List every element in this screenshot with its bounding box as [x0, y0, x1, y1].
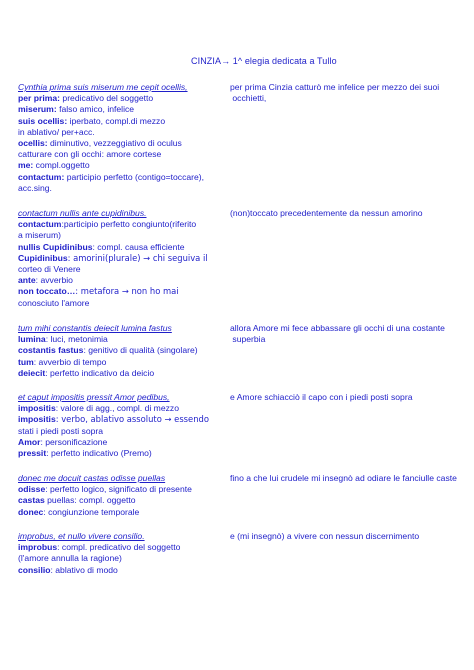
- note-line: [18, 345, 223, 356]
- note-text: : ablativo di modo: [50, 564, 118, 575]
- note-line: [18, 104, 223, 115]
- section-notes: [18, 323, 223, 379]
- note-line: [18, 149, 223, 160]
- note-text: in ablativo/ per+acc.: [18, 126, 95, 137]
- note-text: puellas: compl. oggetto: [44, 495, 136, 506]
- note-line: [18, 437, 223, 448]
- note-term: impositis: [18, 403, 56, 414]
- note-line: [18, 230, 223, 241]
- note-line: [18, 553, 223, 564]
- note-line: [18, 298, 223, 309]
- note-line: [18, 275, 223, 286]
- note-term: per prima:: [18, 93, 61, 104]
- note-text: (l'amore annulla la ragione): [18, 553, 122, 564]
- note-line: [18, 253, 223, 264]
- note-text: : compl. predicativo del soggetto: [57, 542, 181, 553]
- note-line: [18, 426, 223, 437]
- note-text: : perfetto indicativo da deicio: [45, 367, 155, 378]
- note-term: non toccato…: [18, 286, 76, 297]
- note-line: [18, 368, 223, 379]
- latin-verse: contactum nullis ante cupidinibus.: [18, 208, 147, 218]
- note-term: odisse: [18, 484, 46, 495]
- note-line: [18, 565, 223, 576]
- note-term: contactum:: [18, 171, 65, 182]
- note-term: nullis Cupidinibus: [18, 241, 93, 252]
- note-text: corteo di Venere: [18, 264, 81, 275]
- note-line: [18, 414, 223, 425]
- section-notes: [18, 82, 223, 194]
- note-text: participio perfetto (contigo=toccare),: [64, 171, 205, 182]
- note-text: : avverbio: [35, 275, 73, 286]
- note-line: [18, 93, 223, 104]
- note-text: falso amico, infelice: [56, 104, 135, 115]
- note-line: [18, 116, 223, 127]
- note-text: iperbato, compl.di mezzo: [67, 115, 166, 126]
- italian-translation: allora Amore mi fece abbassare gli occhi di una costante superbia: [230, 323, 445, 345]
- note-text: : metafora → non ho mai: [75, 286, 179, 297]
- note-text: a miserum): [18, 230, 61, 241]
- italian-translation: e Amore schiacciò il capo con i piedi posti sopra: [230, 392, 413, 402]
- note-term: me:: [18, 160, 34, 171]
- note-line: [18, 448, 223, 459]
- note-line: [18, 286, 223, 297]
- section-notes: [18, 531, 223, 576]
- document-title: CINZIA→ 1^ elegia dedicata a Tullo: [191, 56, 337, 66]
- note-line: [18, 138, 223, 149]
- note-text: stati i piedi posti sopra: [18, 425, 104, 436]
- note-line: [18, 495, 223, 506]
- note-line: [18, 507, 223, 518]
- note-text: : compl. causa efficiente: [92, 241, 185, 252]
- note-text: : verbo, ablativo assoluto → essendo: [55, 414, 209, 425]
- note-line: [18, 542, 223, 553]
- note-term: ocellis:: [18, 138, 48, 149]
- note-line: [18, 334, 223, 345]
- note-text: : perfetto indicativo (Premo): [46, 448, 152, 459]
- italian-translation: (non)toccato precedentemente da nessun amorino: [230, 208, 423, 218]
- note-line: [18, 242, 223, 253]
- note-line: [18, 219, 223, 230]
- note-term: Cupidinibus: [18, 252, 68, 263]
- note-text: : congiunzione temporale: [43, 506, 140, 517]
- note-term: Amor: [18, 436, 41, 447]
- note-text: catturare con gli occhi: amore cortese: [18, 149, 162, 160]
- section-notes: [18, 392, 223, 459]
- latin-verse: tum mihi constantis deiecit lumina fastus: [18, 323, 172, 333]
- note-text: predicativo del soggetto: [60, 93, 154, 104]
- note-term: deiecit: [18, 367, 46, 378]
- section-notes: [18, 473, 223, 518]
- note-text: : amorini(plurale) → chi seguiva il: [67, 252, 208, 263]
- latin-verse: Cynthia prima suis miserum me cepit ocellis,: [18, 82, 188, 92]
- latin-verse: improbus, et nullo vivere consilio.: [18, 531, 145, 541]
- note-line: [18, 484, 223, 495]
- note-text: : perfetto logico, significato di presente: [45, 484, 192, 495]
- note-line: [18, 183, 223, 194]
- note-term: consilio: [18, 564, 51, 575]
- note-line: [18, 357, 223, 368]
- note-text: : personificazione: [40, 436, 108, 447]
- italian-translation: e (mi insegnò) a vivere con nessun discernimento: [230, 531, 420, 541]
- italian-translation: per prima Cinzia catturò me infelice per mezzo dei suoi occhietti,: [230, 82, 440, 104]
- latin-verse: donec me docuit castas odisse puellas: [18, 473, 166, 483]
- note-text: : genitivo di qualità (singolare): [83, 345, 198, 356]
- note-term: costantis fastus: [18, 345, 84, 356]
- section-notes: [18, 208, 223, 309]
- note-term: impositis: [18, 414, 56, 425]
- italian-translation: fino a che lui crudele mi insegnò ad odiare le fanciulle caste: [230, 473, 457, 483]
- note-line: [18, 264, 223, 275]
- note-term: donec: [18, 506, 44, 517]
- note-term: miserum:: [18, 104, 57, 115]
- note-text: conosciuto l'amore: [18, 297, 90, 308]
- note-term: castas: [18, 495, 45, 506]
- latin-verse: et caput impositis pressit Amor pedibus,: [18, 392, 170, 402]
- note-term: suis ocellis:: [18, 115, 68, 126]
- note-line: [18, 403, 223, 414]
- note-term: tum: [18, 356, 34, 367]
- note-text: :participio perfetto congiunto(riferito: [61, 219, 197, 230]
- note-text: acc.sing.: [18, 182, 52, 193]
- note-term: improbus: [18, 542, 58, 553]
- note-term: pressit: [18, 448, 47, 459]
- note-term: lumina: [18, 334, 46, 345]
- note-term: ante: [18, 275, 36, 286]
- note-line: [18, 127, 223, 138]
- note-text: diminutivo, vezzeggiativo di oculus: [47, 138, 182, 149]
- note-term: contactum: [18, 219, 62, 230]
- note-text: : valore di agg., compl. di mezzo: [55, 403, 179, 414]
- note-text: : luci, metonimia: [45, 334, 108, 345]
- note-text: : avverbio di tempo: [33, 356, 107, 367]
- note-line: [18, 160, 223, 171]
- note-line: [18, 172, 223, 183]
- note-text: compl.oggetto: [33, 160, 90, 171]
